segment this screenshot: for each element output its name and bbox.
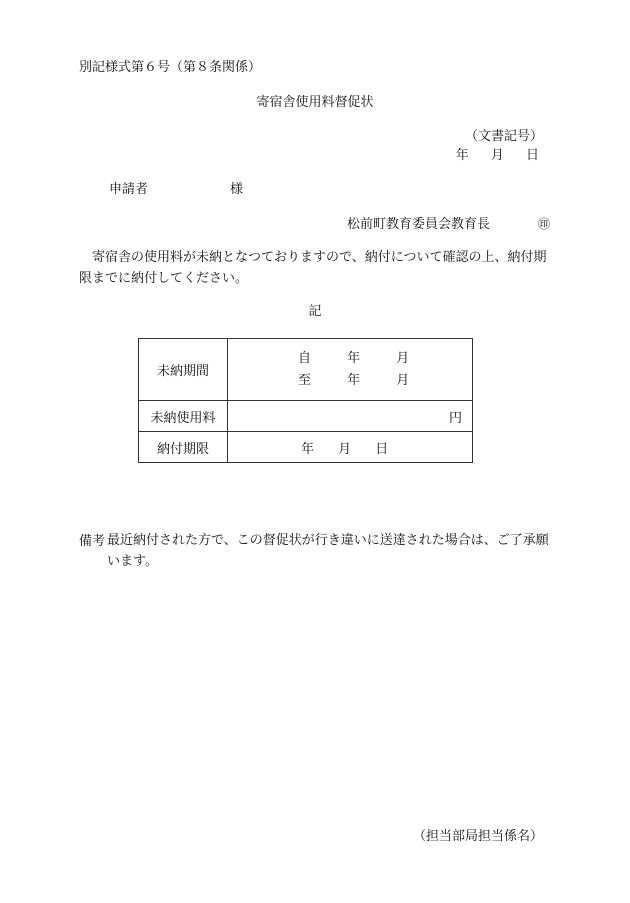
period-from: 自 年 月 (298, 350, 410, 366)
table-row (139, 401, 473, 432)
contact-department: （担当部局担当係名） (412, 829, 543, 844)
addressee-suffix: 様 (230, 182, 244, 197)
amount-unit: 円 (228, 401, 473, 432)
addressee-label: 申請者 (109, 182, 149, 197)
remarks-text: 最近納付された方で、この督促状が行き違いに送達された場合は、ご了承願います。 (107, 533, 549, 569)
issue-date: 年 月 日 (455, 148, 539, 163)
table-row (139, 432, 473, 463)
sender-name: 松前町教育委員会教育長 (346, 217, 490, 232)
deadline-value: 年 月 日 (228, 432, 473, 463)
ki-heading: 記 (308, 304, 322, 319)
document-title: 寄宿舎使用料督促状 (256, 95, 374, 110)
period-to: 至 年 月 (298, 372, 410, 388)
remarks-label: 備考 (79, 534, 106, 549)
period-label: 未納期間 (139, 339, 228, 401)
form-number: 別記様式第６号（第８条関係） (79, 60, 262, 75)
period-cell (228, 339, 473, 401)
deadline-label: 納付期限 (139, 432, 228, 463)
addressee (109, 178, 243, 197)
table-row (139, 339, 473, 401)
amount-label: 未納使用料 (139, 401, 228, 432)
detail-table (138, 338, 473, 463)
sender (347, 213, 550, 232)
document-code: （文書記号） (464, 129, 543, 144)
seal-icon: ㊞ (537, 217, 550, 231)
body-text: 寄宿舎の使用料が未納となつておりますので、納付について確認の上、納付期限までに納付してください。 (79, 250, 547, 286)
